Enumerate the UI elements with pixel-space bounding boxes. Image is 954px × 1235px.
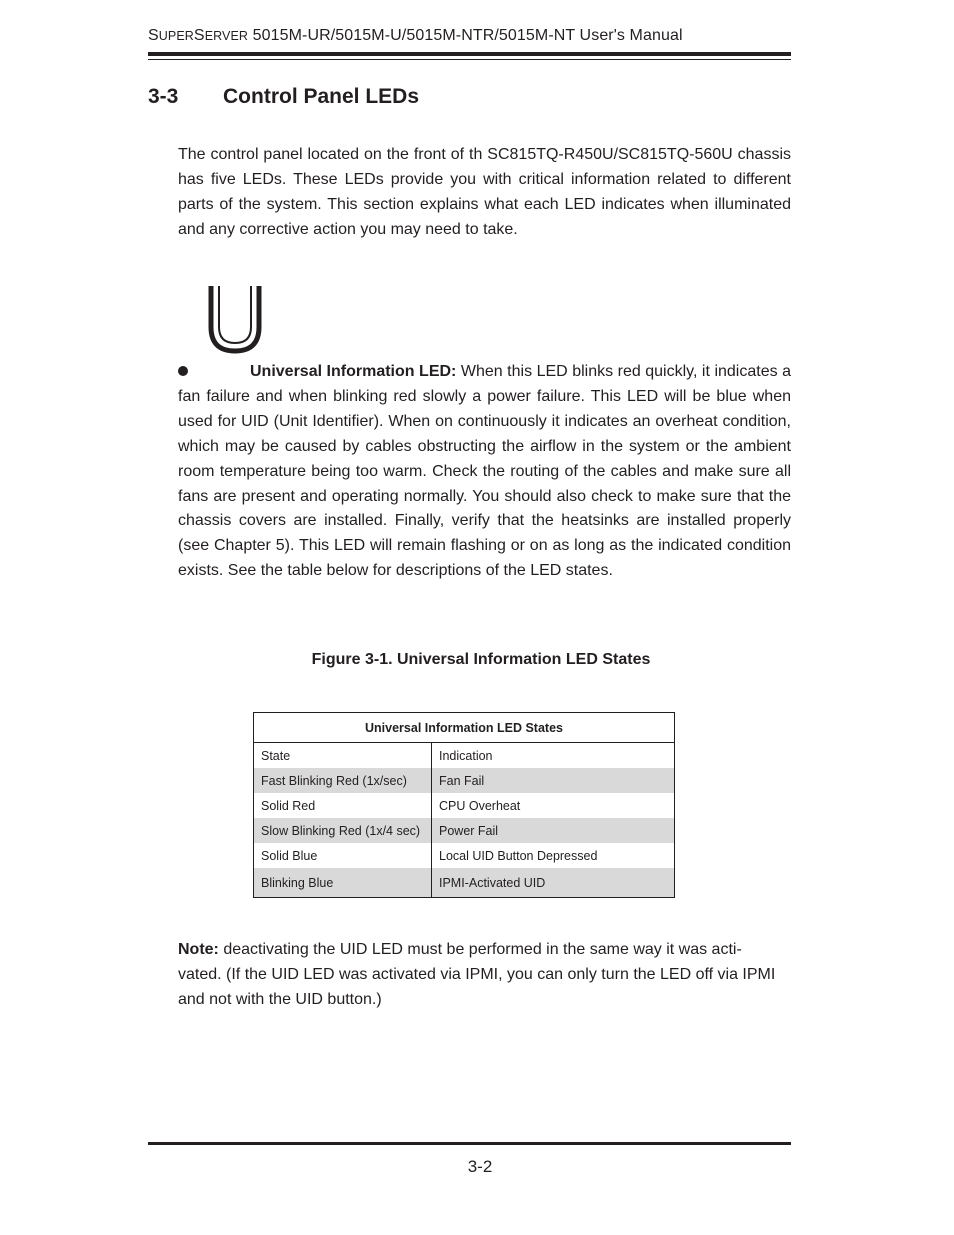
table-row [254, 793, 675, 818]
table-cell-state: Fast Blinking Red (1x/sec) [254, 768, 432, 793]
uid-led-body: When this LED blinks red quickly, it indicates a fan failure and when blinking red slowly a power failure. This LED will be blue when used for UID (Unit Identifier). When on continuously it indicates an overheat condition, which may be caused by cables obstructing the airflow in the system or the ambient room temperature being too warm. Check the routing of the cables and make sure all fans are present and operating normally. You should also check to make sure that the chassis covers are installed. Finally, verify that the heatsinks are installed properly (see Chapter 5). This LED will remain flashing or on as long as the indicated condition exists. See the table below for descriptions of the LED states. [178, 363, 791, 580]
section-number: 3-3 [148, 85, 179, 108]
table-cell-state: Blinking Blue [254, 868, 432, 898]
table-cell-indication: CPU Overheat [439, 798, 521, 813]
table-cell-indication: Power Fail [432, 818, 675, 843]
running-header [148, 27, 683, 45]
note-lead: Note: [178, 941, 219, 958]
section-heading [148, 85, 419, 109]
table-cell-indication: IPMI-Activated UID [432, 868, 675, 898]
header-rule-thick [148, 52, 791, 56]
table-row [254, 868, 675, 898]
table-cell-state: Solid Blue [254, 843, 432, 868]
table-row [254, 818, 675, 843]
table-header-row [254, 743, 675, 769]
note-body: deactivating the UID LED must be performed in the same way it was acti-vated. (If the UID LED was activated via IPMI, you can only turn the LED off via IPMI and not with the UID button.) [178, 941, 776, 1008]
page-number: 3-2 [467, 1157, 493, 1176]
table-row [254, 843, 675, 868]
header-brand-s1: S [148, 27, 159, 44]
uid-u-icon [205, 283, 265, 355]
table-cell-state: Solid Red [254, 793, 432, 818]
table-cell-state: Slow Blinking Red (1x/4 sec) [254, 818, 432, 843]
uid-led-lead: Universal Information LED: [250, 363, 457, 380]
uid-led-paragraph [178, 360, 791, 584]
header-brand-erver: ERVER [204, 29, 249, 43]
table-cell-indication: Local UID Button Depressed [439, 848, 598, 863]
footer-rule [148, 1142, 791, 1145]
table-cell-indication: Indication [439, 748, 493, 763]
note-paragraph [178, 938, 778, 1013]
led-states-table [253, 712, 675, 898]
header-brand-uper: UPER [158, 29, 194, 43]
table-cell-state: State [254, 743, 432, 769]
table-title: Universal Information LED States [254, 713, 675, 743]
header-rule-thin [148, 59, 791, 60]
figure-caption: Figure 3-1. Universal Information LED States [311, 651, 651, 668]
table-row [254, 768, 675, 793]
table-cell-indication: Fan Fail [432, 768, 675, 793]
intro-paragraph: The control panel located on the front of th SC815TQ-R450U/SC815TQ-560U chassis has five LEDs. These LEDs provide you with critical information related to different parts of the system. This section explains what each LED indicates when illuminated and any corrective action you may need to take. [178, 146, 791, 238]
header-title: 5015M-UR/5015M-U/5015M-NTR/5015M-NT User's Manual [248, 27, 683, 44]
header-brand-s2: S [193, 27, 205, 44]
section-title: Control Panel LEDs [223, 85, 420, 108]
